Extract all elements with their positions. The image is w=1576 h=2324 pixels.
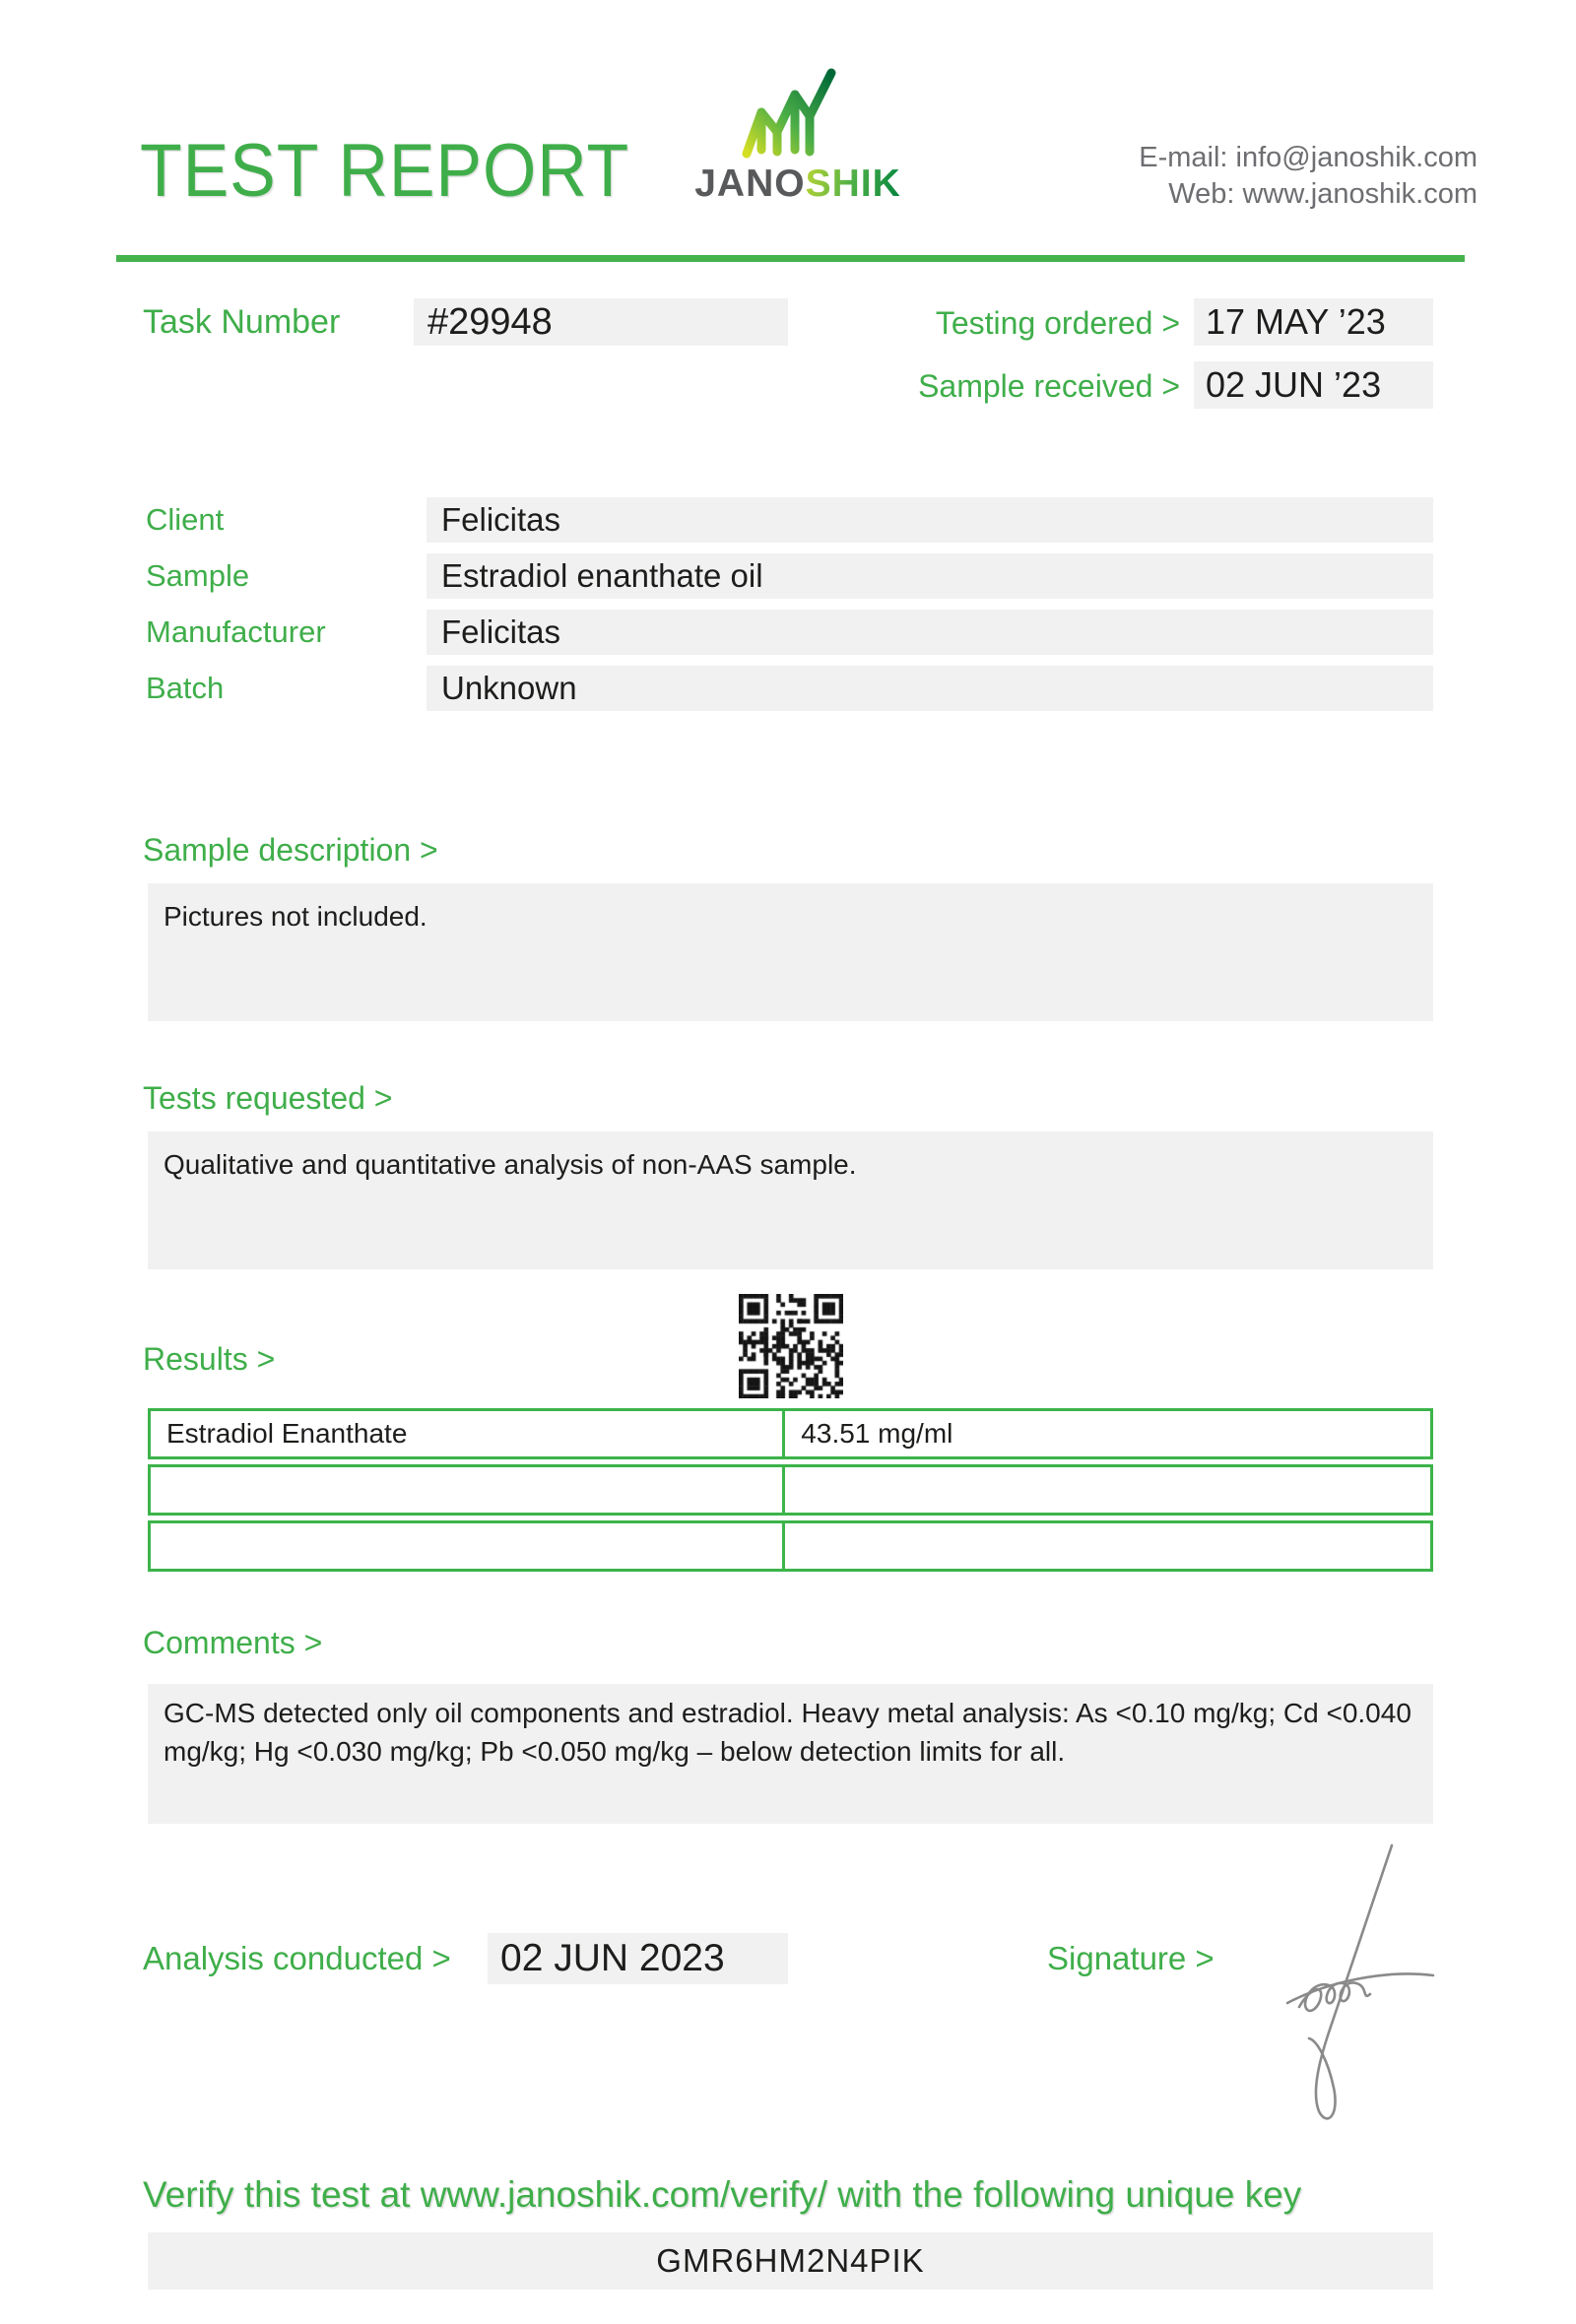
email-line: E-mail: info@janoshik.com xyxy=(1139,142,1478,173)
results-table-row xyxy=(148,1520,1433,1572)
field-label-client: Client xyxy=(146,502,225,537)
analysis-conducted-label: Analysis conducted > xyxy=(143,1940,451,1976)
testing-ordered-value: 17 MAY ’23 xyxy=(1194,298,1433,346)
field-value-batch: Unknown xyxy=(427,666,1433,711)
qr-code xyxy=(739,1294,843,1398)
page-title: TEST REPORT xyxy=(140,129,630,213)
tests-requested-heading: Tests requested > xyxy=(143,1080,393,1116)
field-value-manufacturer: Felicitas xyxy=(427,610,1433,655)
sample-received-value: 02 JUN ’23 xyxy=(1194,361,1433,409)
chart-logo-icon xyxy=(739,65,841,160)
sample-description-text: Pictures not included. xyxy=(164,901,427,932)
testing-ordered-label: Testing ordered > xyxy=(935,305,1180,341)
unique-key-value: GMR6HM2N4PIK xyxy=(656,2242,925,2279)
result-name-cell: Estradiol Enanthate xyxy=(151,1411,785,1456)
result-value-cell xyxy=(785,1523,1430,1569)
result-name-cell xyxy=(151,1467,785,1513)
brand-wordmark xyxy=(670,163,926,206)
sample-description-box xyxy=(148,883,1433,1021)
task-number-label: Task Number xyxy=(143,302,341,341)
analysis-date-value: 02 JUN 2023 xyxy=(488,1933,788,1984)
comments-box xyxy=(148,1684,1433,1824)
comments-heading: Comments > xyxy=(143,1625,323,1660)
verify-instructions: Verify this test at www.janoshik.com/verify/ with the following unique key xyxy=(143,2174,1302,2215)
header-divider xyxy=(116,255,1465,262)
result-name-cell xyxy=(151,1523,785,1569)
comments-text: GC-MS detected only oil components and estradiol. Heavy metal analysis: As <0.10 mg/kg; Cd <0.040 mg/kg; Hg <0.030 mg/kg; Pb <0.050 mg/kg – below detection limits for all. xyxy=(164,1698,1412,1767)
result-value-cell: 43.51 mg/ml xyxy=(801,1418,953,1449)
field-label-manufacturer: Manufacturer xyxy=(146,614,326,649)
brand-jano: JANO xyxy=(694,162,806,205)
field-value-client: Felicitas xyxy=(427,497,1433,543)
unique-key-box xyxy=(148,2232,1433,2290)
tests-requested-text: Qualitative and quantitative analysis of non-AAS sample. xyxy=(164,1149,857,1180)
results-table-row xyxy=(148,1464,1433,1516)
results-table-row xyxy=(148,1408,1433,1459)
result-value-cell xyxy=(785,1467,1430,1513)
sample-received-label: Sample received > xyxy=(918,368,1180,404)
field-label-batch: Batch xyxy=(146,671,225,705)
web-line: Web: www.janoshik.com xyxy=(1168,178,1478,210)
signature-image xyxy=(1266,1834,1458,2141)
brand-shik: SHIK xyxy=(805,162,901,205)
field-label-sample: Sample xyxy=(146,558,250,593)
contact-block xyxy=(1139,140,1478,213)
sample-description-heading: Sample description > xyxy=(143,832,438,868)
task-number-value: #29948 xyxy=(414,298,788,346)
tests-requested-box xyxy=(148,1131,1433,1269)
results-heading: Results > xyxy=(143,1341,276,1377)
signature-label: Signature > xyxy=(1047,1940,1215,1976)
field-value-sample: Estradiol enanthate oil xyxy=(427,553,1433,599)
